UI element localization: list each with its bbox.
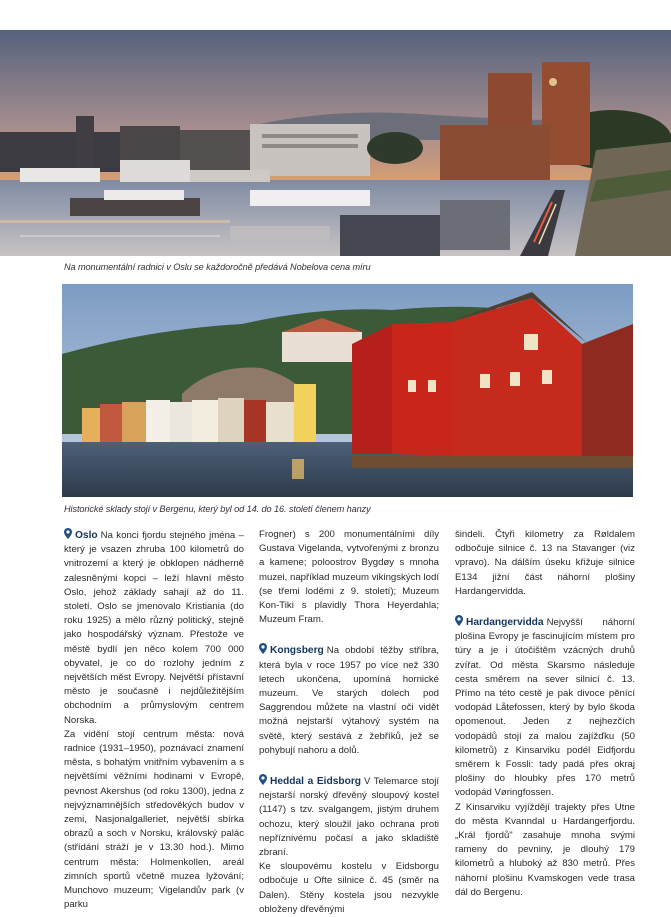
paragraph: Na období těžby stříbra, která byla v roce 1957 po více než 330 letech ukončena, upomíná hornické muzeum. Ve starých dolech pod Saggrendou můžete na vlastní oči vidět možná nejstarší výtahový systém na světě, který sestává z žebříků, jež se pohybují nahoru a dolů. [259,645,439,756]
map-pin-icon [64,528,72,539]
section-hardangervidda [455,615,635,801]
paragraph: Za vidění stojí centrum města: nová radnice (1931–1950), poznávací znamení města, s bohatým vnitřním vybavením a s největšími věžními hodinami v Evropě, pevnost Akershus (od roku 1300), jedna z nejvýznamnějších středověkých budov v zemi, Nasjonalgalleriet, největší sbírka obrazů a soch v Norsku, královský palác (střídání stráží je v 13.30 hod.). Mimo centrum města: Holmenkollen, areál zimních sportů včetně muzea lyžování; Munchovo muzeum; Vigelandův park (v parku [64,728,244,911]
map-pin-icon [259,774,267,785]
photo-oslo-city-hall [0,30,671,256]
paragraph: Frogner) s 200 monumentálními díly Gustava Vigelanda, vytvořenými z bronzu a kamene; poloostrov Bygdøy s mnoha muzei, například muzeum vikingských lodí (se třemi loděmi z 9. století); Muzeum Kon-Tiki s plavidly Thora Heyerdahla; Muzeum Fram. [259,529,439,626]
section-heading-heddal-eidsborg: Heddal a Eidsborg [270,776,362,788]
paragraph: šindeli. Čtyři kilometry za Røldalem odbočuje silnice č. 13 na Stavanger (viz vpravo). Na dálším úseku křižuje silnice E134 jižní část náhorní plošiny Hardangervidda. [455,529,635,597]
text-column-2 [259,528,439,917]
section-heading-oslo: Oslo [75,530,98,541]
section-heading-kongsberg: Kongsberg [270,645,324,657]
photo-bergen-bryggen [62,284,633,497]
section-heading-hardangervidda: Hardangervidda [466,617,544,629]
section-oslo [64,528,244,728]
map-pin-icon [259,643,267,654]
paragraph: Nejvyšší náhorní plošina Evropy je fascinujícím místem pro túry a je i útočištěm vzácných druhů zvířat. Od města Skarsmo následuje cesta směrem na sever silnicí č. 13. Přímo na této cestě je pak divoce pěnící vodopád Låtefossen, který by bylo škoda opomenout. Jeden z nejhezčích vodopádů stojí za malou zajížďku (50 kilometrů) z Kinsarviku podél Eidfjordu směrem k Fossli: tady padá přes okraj plošiny do hloubky přes 170 metrů vodopád Vøringfossen. [455,617,635,799]
paragraph: Z Kinsarviku vyjíždějí trajekty přes Utne do města Kvanndal u Hardangerfjordu. „Král fjordů" zasahuje mnoha svými rameny do pevniny, je dlouhý 179 kilometrů a hluboký až 830 metrů. Přes náhorní plošinu Kvamskogen vede trasa dál do Bergenu. [455,801,635,898]
map-pin-icon [455,615,463,626]
paragraph: Ke sloupovému kostelu v Eidsborgu odbočuje u Ofte silnice č. 45 (směr na Dalen). Stěny kostela jsou nezvykle obloženy dřevěnými [259,861,439,915]
text-column-3 [455,528,635,900]
section-heddal-eidsborg [259,774,439,860]
paragraph: Na konci fjordu stejného jména – který je vsazen zhruba 100 kilometrů do vnitrozemí a který je obklopen nádherně zalesněnými kopci – leží hlavní město Oslo, jehož základy sahají až do 11. století. Oslo se jmenovalo Kristiania (do roku 1925) a mělo různý politický, stejně jako hospodářský význam. Přestože ve městě bydlí jen něco kolem 700 000 obyvatel, je co do rozlohy jedním z největších měst Evropy. Největší přístavní město je současně i nejdůležitějším obchodním a průmyslovým centrem Norska. [64,530,244,726]
photo-caption: Historické sklady stojí v Bergenu, který byl od 14. do 16. století členem hanzy [64,504,371,514]
photo-caption: Na monumentální radnici v Oslu se každoročně předává Nobelova cena míru [64,262,371,272]
text-column-1 [64,528,244,912]
section-kongsberg [259,643,439,758]
paragraph: V Telemarce stojí nejstarší norský dřevěný sloupový kostel (1147) s tzv. svalgangem, jistým druhem ochozu, který sloužil jako ochrana proti nepříznivému počasí a jako skladiště zbraní. [259,776,439,859]
